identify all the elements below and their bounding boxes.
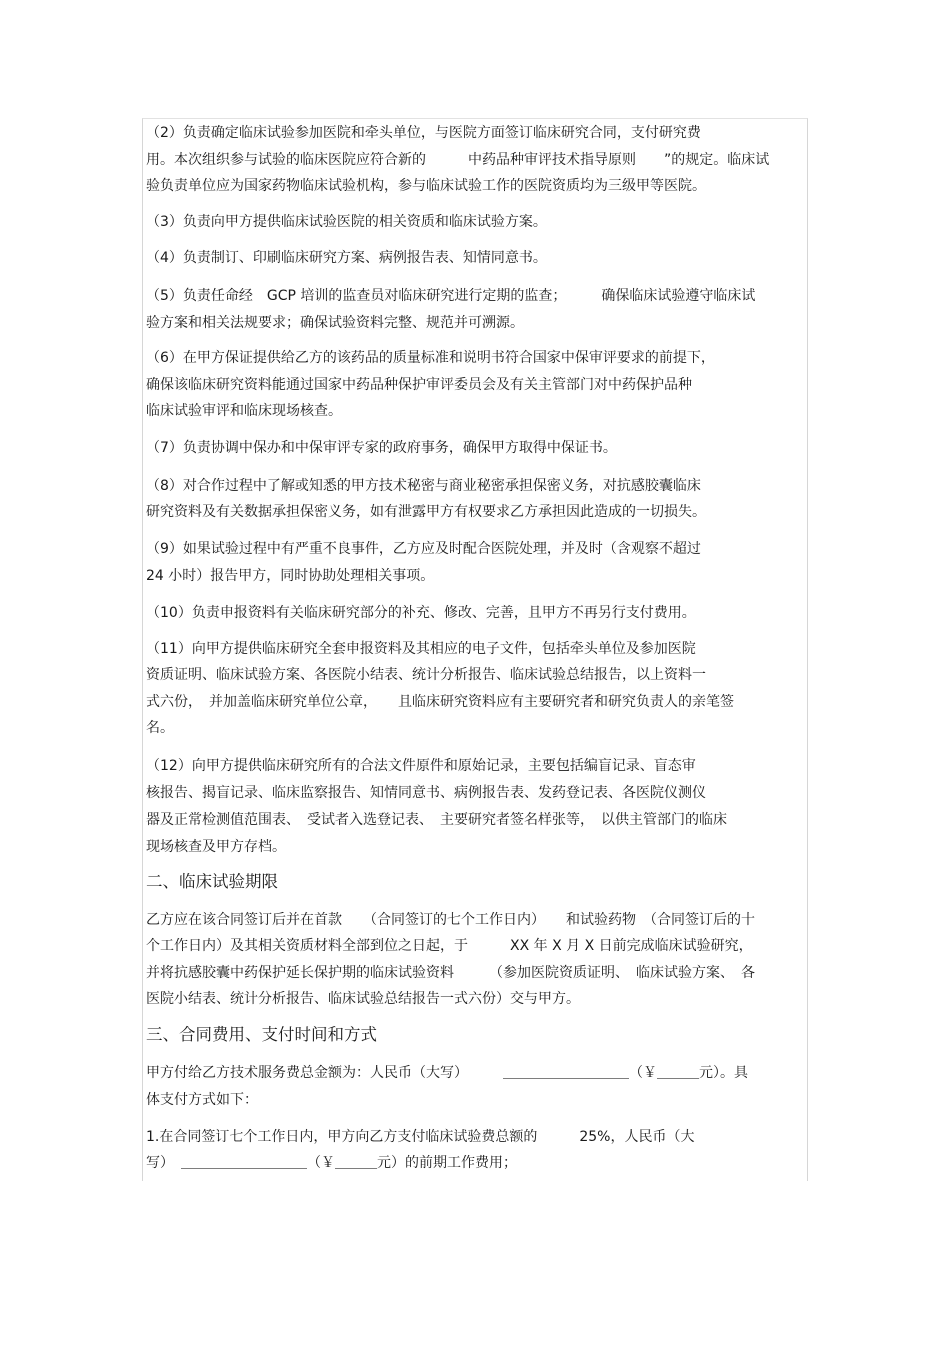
paragraph-line: （3）负责向甲方提供临床试验医院的相关资质和临床试验方案。 bbox=[146, 214, 547, 230]
paragraph-line: （12）向甲方提供临床研究所有的合法文件原件和原始记录，主要包括编盲记录、盲态审 bbox=[146, 758, 696, 774]
paragraph-line: （5）负责任命经 GCP 培训的监查员对临床研究进行定期的监查； 确保临床试验遵守临床试 bbox=[146, 288, 756, 304]
paragraph-line: （6）在甲方保证提供给乙方的该药品的质量标准和说明书符合国家中保审评要求的前提下， bbox=[146, 350, 715, 366]
paragraph-line: （11）向甲方提供临床研究全套申报资料及其相应的电子文件，包括牵头单位及参加医院 bbox=[146, 641, 696, 657]
paragraph-line: 乙方应在该合同签订后并在首款 （合同签订的七个工作日内） 和试验药物 （合同签订后的十 bbox=[146, 912, 755, 928]
paragraph-line: （10）负责申报资料有关临床研究部分的补充、修改、完善，且甲方不再另行支付费用。 bbox=[146, 605, 696, 621]
paragraph-line: 写） ＿＿＿＿＿＿＿＿＿（￥＿＿＿元）的前期工作费用； bbox=[146, 1155, 517, 1171]
paragraph-line: 确保该临床研究资料能通过国家中药品种保护审评委员会及有关主管部门对中药保护品种 bbox=[146, 377, 692, 393]
paragraph-line: 验负责单位应为国家药物临床试验机构，参与临床试验工作的医院资质均为三级甲等医院。 bbox=[146, 178, 706, 194]
paragraph-line: 用。本次组织参与试验的临床医院应符合新的 中药品种审评技术指导原则 ”的规定。临床试 bbox=[146, 152, 770, 168]
section-heading: 二、临床试验期限 bbox=[146, 872, 278, 891]
paragraph-line: 资质证明、临床试验方案、各医院小结表、统计分析报告、临床试验总结报告，以上资料一 bbox=[146, 667, 706, 683]
paragraph-line: （8）对合作过程中了解或知悉的甲方技术秘密与商业秘密承担保密义务，对抗感胶囊临床 bbox=[146, 478, 701, 494]
paragraph-line: 医院小结表、统计分析报告、临床试验总结报告一式六份）交与甲方。 bbox=[146, 991, 580, 1007]
section-heading: 三、合同费用、支付时间和方式 bbox=[146, 1025, 377, 1044]
paragraph-line: 24 小时）报告甲方，同时协助处理相关事项。 bbox=[146, 568, 435, 584]
paragraph-line: 并将抗感胶囊中药保护延长保护期的临床试验资料 （参加医院资质证明、 临床试验方案、 各 bbox=[146, 965, 755, 981]
paragraph-line: 验方案和相关法规要求；确保试验资料完整、规范并可溯源。 bbox=[146, 315, 524, 331]
paragraph-line: 式六份， 并加盖临床研究单位公章， 且临床研究资料应有主要研究者和研究负责人的亲笔签 bbox=[146, 694, 734, 710]
paragraph-line: 临床试验审评和临床现场核查。 bbox=[146, 403, 342, 419]
paragraph-line: 名。 bbox=[146, 720, 174, 736]
paragraph-line: （9）如果试验过程中有严重不良事件，乙方应及时配合医院处理，并及时（含观察不超过 bbox=[146, 541, 701, 557]
paragraph-line: 甲方付给乙方技术服务费总金额为：人民币（大写） ＿＿＿＿＿＿＿＿＿（￥＿＿＿元）。具 bbox=[146, 1065, 748, 1081]
paragraph-line: 核报告、揭盲记录、临床监察报告、知情同意书、病例报告表、发药登记表、各医院仪测仪 bbox=[146, 785, 706, 801]
paragraph-line: 现场核查及甲方存档。 bbox=[146, 839, 286, 855]
paragraph-line: 体支付方式如下： bbox=[146, 1092, 258, 1108]
paragraph-line: （7）负责协调中保办和中保审评专家的政府事务，确保甲方取得中保证书。 bbox=[146, 440, 617, 456]
paragraph-line: 个工作日内）及其相关资质材料全部到位之日起，于 XX 年 X 月 X 日前完成临床试验研究， bbox=[146, 938, 753, 954]
paragraph-line: 研究资料及有关数据承担保密义务，如有泄露甲方有权要求乙方承担因此造成的一切损失。 bbox=[146, 504, 706, 520]
paragraph-line: 器及正常检测值范围表、 受试者入选登记表、 主要研究者签名样张等， 以供主管部门的临床 bbox=[146, 812, 727, 828]
paragraph-line: （2）负责确定临床试验参加医院和牵头单位，与医院方面签订临床研究合同，支付研究费 bbox=[146, 125, 701, 141]
paragraph-line: 1.在合同签订七个工作日内，甲方向乙方支付临床试验费总额的 25%，人民币（大 bbox=[146, 1129, 695, 1145]
paragraph-line: （4）负责制订、印刷临床研究方案、病例报告表、知情同意书。 bbox=[146, 250, 547, 266]
